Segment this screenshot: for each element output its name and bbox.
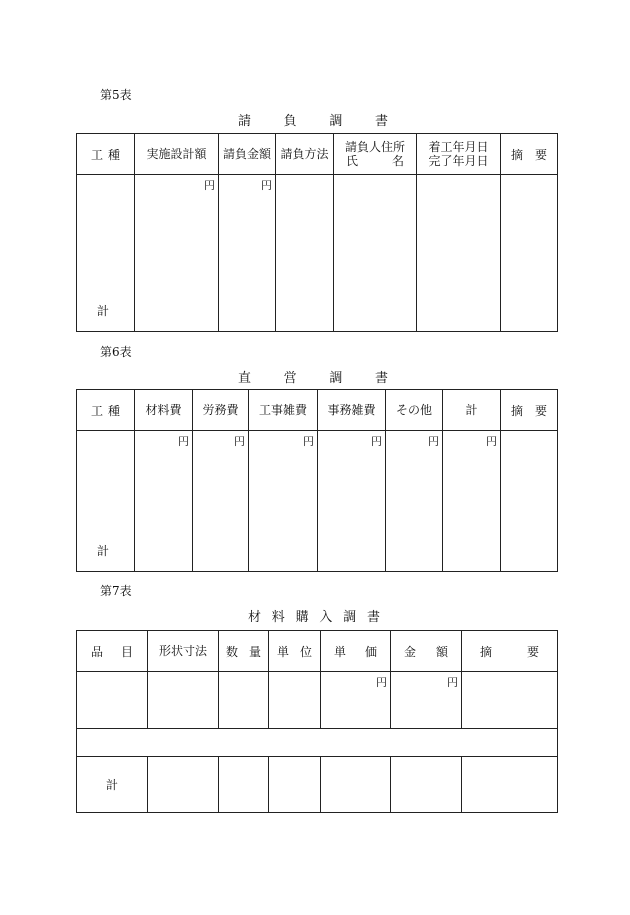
header-remarks: 摘 要 [501, 390, 558, 431]
header-misc-work: 工事雑費 [249, 390, 318, 431]
header-contractor: 請負人住所 氏 名 [334, 134, 417, 175]
cell-dimensions [148, 672, 219, 729]
cell-contract-amount [219, 175, 276, 332]
cell-unit-price [321, 672, 391, 729]
yen-unit: 円 [261, 179, 272, 192]
cell-misc-work [249, 431, 318, 572]
omission-band [77, 729, 558, 757]
cell-other [386, 431, 443, 572]
cell-dimensions [148, 757, 219, 813]
header-materials: 材料費 [135, 390, 193, 431]
table-body-row [77, 431, 558, 572]
table-header-row [77, 390, 558, 431]
cell-unit-price [321, 757, 391, 813]
header-item: 品 目 [77, 631, 148, 672]
cell-design-amount [135, 175, 219, 332]
cell-kind [77, 431, 135, 572]
table7-label: 第7表 [100, 584, 132, 598]
header-amount: 金 額 [391, 631, 462, 672]
cell-materials [135, 431, 193, 572]
yen-unit: 円 [303, 435, 314, 448]
cell-unit [269, 757, 321, 813]
yen-unit: 円 [371, 435, 382, 448]
cell-total [443, 431, 501, 572]
table-body-row [77, 672, 558, 729]
header-dates: 着工年月日 完了年月日 [417, 134, 501, 175]
cell-labor [193, 431, 249, 572]
yen-unit: 円 [178, 435, 189, 448]
table-break-row [77, 729, 558, 757]
cell-contract-method [276, 175, 334, 332]
header-unit-price: 単 価 [321, 631, 391, 672]
yen-unit: 円 [204, 179, 215, 192]
cell-remarks [462, 672, 558, 729]
table-header-row [77, 631, 558, 672]
table6-label: 第6表 [100, 345, 132, 359]
header-design-amount: 実施設計額 [135, 134, 219, 175]
header-unit: 単 位 [269, 631, 321, 672]
table7-title: 材 料 購 入 調 書 [248, 610, 380, 625]
table6-title: 直 営 調 書 [238, 371, 388, 386]
cell-quantity [219, 757, 269, 813]
cell-kind [77, 175, 135, 332]
cell-amount [391, 672, 462, 729]
yen-unit: 円 [234, 435, 245, 448]
header-remarks: 摘 要 [501, 134, 558, 175]
yen-unit: 円 [447, 676, 458, 689]
yen-unit: 円 [486, 435, 497, 448]
total-label: 計 [97, 304, 110, 318]
table5-title: 請 負 調 書 [238, 114, 388, 129]
cell-remarks [501, 431, 558, 572]
direct-management-table [76, 389, 558, 572]
cell-misc-office [318, 431, 386, 572]
cell-remarks [462, 757, 558, 813]
yen-unit: 円 [428, 435, 439, 448]
table5-label: 第5表 [100, 88, 132, 102]
cell-quantity [219, 672, 269, 729]
header-contract-method: 請負方法 [276, 134, 334, 175]
header-kind: 工 種 [77, 134, 135, 175]
cell-remarks [501, 175, 558, 332]
cell-amount [391, 757, 462, 813]
table-body-row [77, 175, 558, 332]
header-quantity: 数 量 [219, 631, 269, 672]
header-dimensions: 形状寸法 [148, 631, 219, 672]
header-kind: 工 種 [77, 390, 135, 431]
table-header-row [77, 134, 558, 175]
cell-unit [269, 672, 321, 729]
cell-item [77, 672, 148, 729]
header-other: その他 [386, 390, 443, 431]
header-total: 計 [443, 390, 501, 431]
table-total-row [77, 757, 558, 813]
header-misc-office: 事務雑費 [318, 390, 386, 431]
cell-contractor [334, 175, 417, 332]
header-contract-amount: 請負金額 [219, 134, 276, 175]
header-labor: 労務費 [193, 390, 249, 431]
header-remarks: 摘 要 [462, 631, 558, 672]
cell-dates [417, 175, 501, 332]
total-label: 計 [97, 544, 110, 558]
yen-unit: 円 [376, 676, 387, 689]
contract-survey-table [76, 133, 558, 332]
total-label: 計 [77, 757, 148, 813]
material-purchase-table [76, 630, 558, 813]
